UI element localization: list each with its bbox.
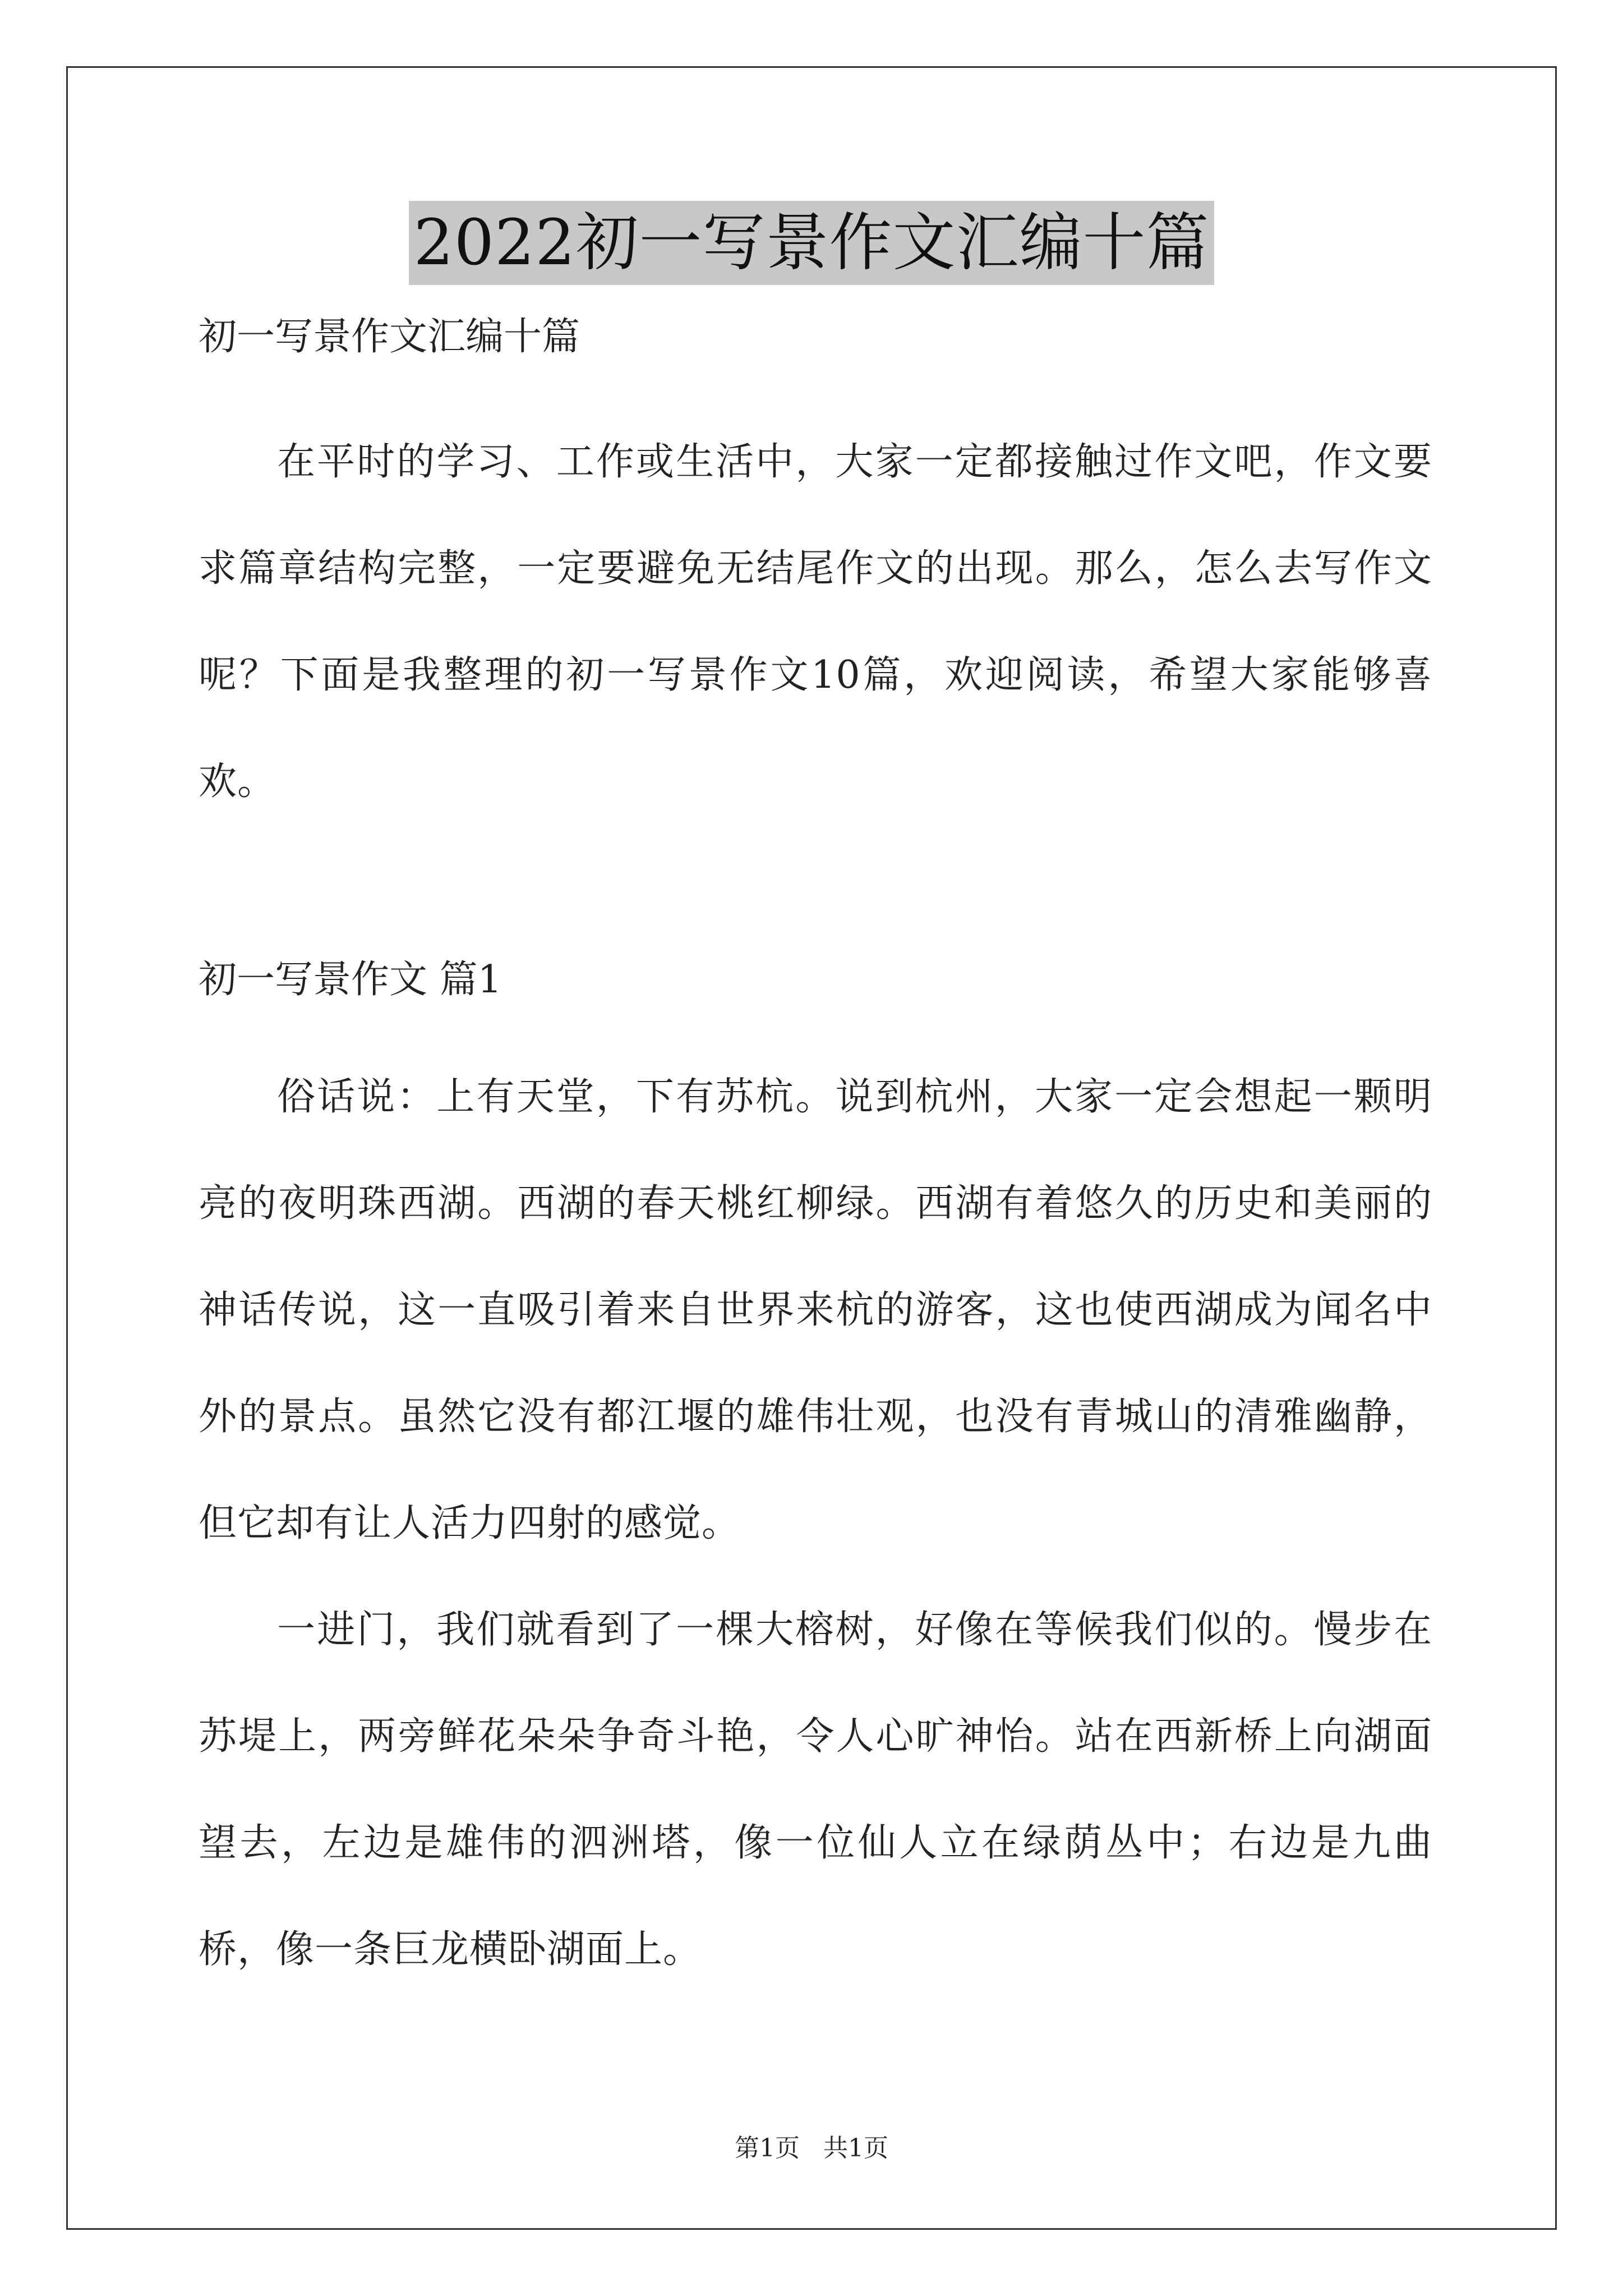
page-number: 第1页 [735,2134,800,2162]
page-footer [0,2132,1623,2165]
title-container [0,201,1623,285]
subtitle: 初一写景作文汇编十篇 [199,315,580,359]
spacer [199,364,1432,409]
document-body [199,310,1432,2003]
body-paragraph: 俗话说：上有天堂，下有苏杭。说到杭州，大家一定会想起一颗明亮的夜明珠西湖。西湖的春天桃红柳绿。西湖有着悠久的历史和美丽的神话传说，这一直吸引着来自世界来杭的游客，这也使西湖成为闻名中外的景点。虽然它没有都江堰的雄伟壮观，也没有青城山的清雅幽静，但它却有让人活力四射的感觉。 [199,1075,1432,1545]
spacer [199,835,1432,953]
body-paragraph: 一进门，我们就看到了一棵大榕树，好像在等候我们似的。慢步在苏堤上，两旁鲜花朵朵争奇斗艳，令人心旷神怡。站在西新桥上向湖面望去，左边是雄伟的泗洲塔，像一位仙人立在绿荫丛中；右边是九曲桥，像一条巨龙横卧湖面上。 [199,1608,1432,1972]
intro-paragraph: 在平时的学习、工作或生活中，大家一定都接触过作文吧，作文要求篇章结构完整，一定要避免无结尾作文的出现。那么，怎么去写作文呢？下面是我整理的初一写景作文10篇，欢迎阅读，希望大家能够喜欢。 [199,440,1432,804]
spacer [199,1007,1432,1044]
section-heading: 初一写景作文 篇1 [199,958,502,1002]
page-total: 共1页 [823,2134,888,2162]
document-title: 2022初一写景作文汇编十篇 [409,201,1214,285]
